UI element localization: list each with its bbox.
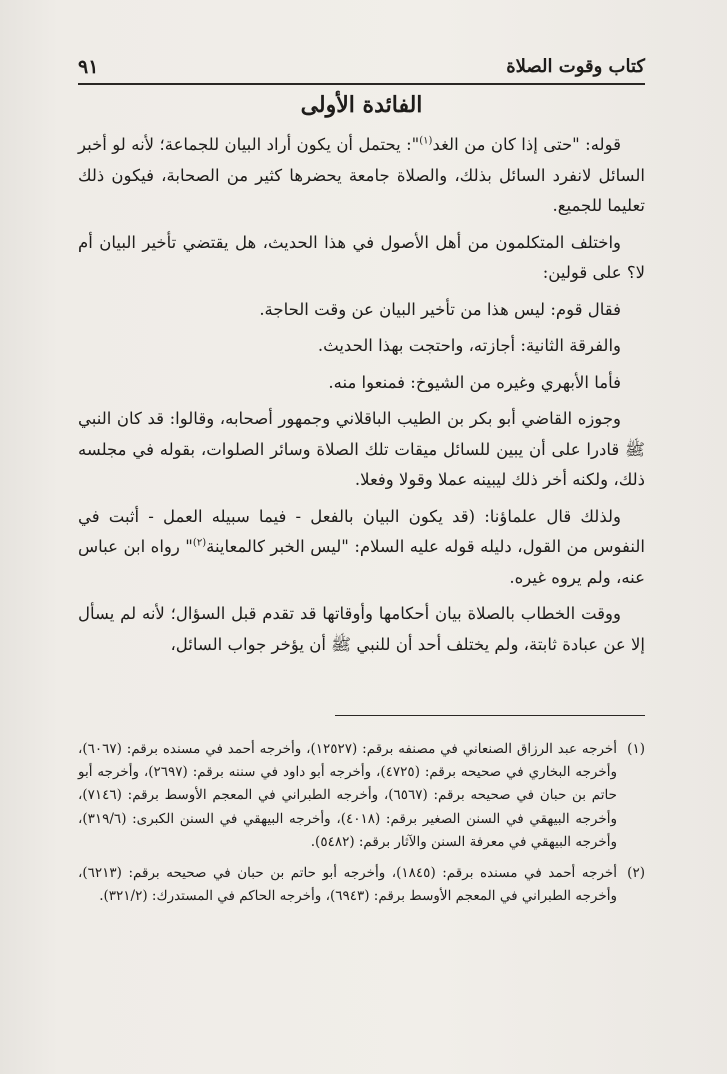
footnote-text: أخرجه أحمد في مسنده برقم: (١٨٤٥)، وأخرجه أبو حاتم بن حبان في صحيحه برقم: (٦٢١٣)، وأخرجه الطبراني في المعجم الأوسط برقم: (٦٩٤٣)، وأخرجه الحاكم في المستدرك: (٣٢١/٢). (78, 865, 617, 905)
footnote-1 (78, 738, 645, 854)
paragraph-8: ووقت الخطاب بالصلاة بيان أحكامها وأوقاتها قد تقدم قبل السؤال؛ لأنه لم يسأل إلا عن عبادة ثابتة، ولم يختلف أحد أن للنبي ﷺ أن يؤخر جواب السائل، (78, 604, 645, 654)
main-text (78, 130, 645, 666)
footnote-ref-1: (١) (419, 135, 433, 147)
footnote-number: (٢) (627, 865, 645, 882)
footnote-rule (335, 715, 645, 716)
footnote-ref-2: (٢) (192, 537, 207, 549)
section-title: الفائدة الأولى (300, 92, 423, 118)
footnote-2 (78, 862, 645, 908)
running-header (78, 52, 645, 82)
footnote-text: أخرجه عبد الرزاق الصنعاني في مصنفه برقم: (١٢٥٢٧)، وأخرجه أحمد في مسنده برقم: (٦٠٦٧)، وأخرجه البخاري في صحيحه برقم: (٤٧٢٥)، وأخرجه أبو داود في سننه برقم: (٢٦٩٧)، وأخرجه أبو حاتم بن حبان في صحيحه برقم: (٦٥٦٧)، وأخرجه الطبراني في المعجم الأوسط برقم: (٧١٤٦)، وأخرجه البيهقي في السنن الصغير برقم: (٤٠١٨)، وأخرجه البيهقي في السنن الكبرى: (٣١٩/٦)، وأخرجه البيهقي في معرفة السنن والآثار برقم: (٥٤٨٢). (78, 741, 618, 850)
paragraph-1-end: ": يحتمل أن يكون أراد البيان للجماعة؛ لأنه لو أخبر السائل لانفرد السائل بذلك، والصلاة جامعة يحضرها كثير من الصحابة، فيكون ذلك تعليما للجميع. (78, 135, 645, 215)
paragraph-5: فأما الأبهري وغيره من الشيوخ: فمنعوا منه. (328, 372, 621, 392)
paragraph-4: والفرقة الثانية: أجازته، واحتجت بهذا الحديث. (317, 336, 621, 355)
paragraph-1-start: قوله: "حتى إذا كان من الغد (432, 135, 621, 154)
book-title: كتاب وقوت الصلاة (506, 56, 645, 77)
header-rule (78, 83, 645, 85)
paragraph-3: فقال قوم: ليس هذا من تأخير البيان عن وقت الحاجة. (259, 299, 621, 319)
page-number: ٩١ (78, 56, 99, 78)
footnotes (78, 738, 645, 916)
paragraph-7-end: " رواه ابن عباس عنه، ولم يروه غيره. (78, 537, 645, 587)
paragraph-6: وجوزه القاضي أبو بكر بن الطيب الباقلاني وجمهور أصحابه، وقالوا: قد كان النبي ﷺ قادرا على أن يبين للسائل ميقات تلك الصلاة وسائر الصلوات، بقوله في مجلسه ذلك، ولكنه أخر ذلك ليبينه عملا وقولا وفعلا. (78, 409, 645, 489)
paragraph-7-start: ولذلك قال علماؤنا: (قد يكون البيان بالفعل - فيما سبيله العمل - أثبت في النفوس من القول، دليله قوله عليه السلام: "ليس الخبر كالمعاينة (78, 506, 645, 556)
paragraph-1 (78, 130, 645, 222)
footnote-number: (١) (627, 741, 645, 757)
paragraph-7 (78, 502, 645, 594)
paragraph-2: واختلف المتكلمون من أهل الأصول في هذا الحديث، هل يقتضي تأخير البيان أم لا؟ على قولين: (78, 232, 645, 282)
